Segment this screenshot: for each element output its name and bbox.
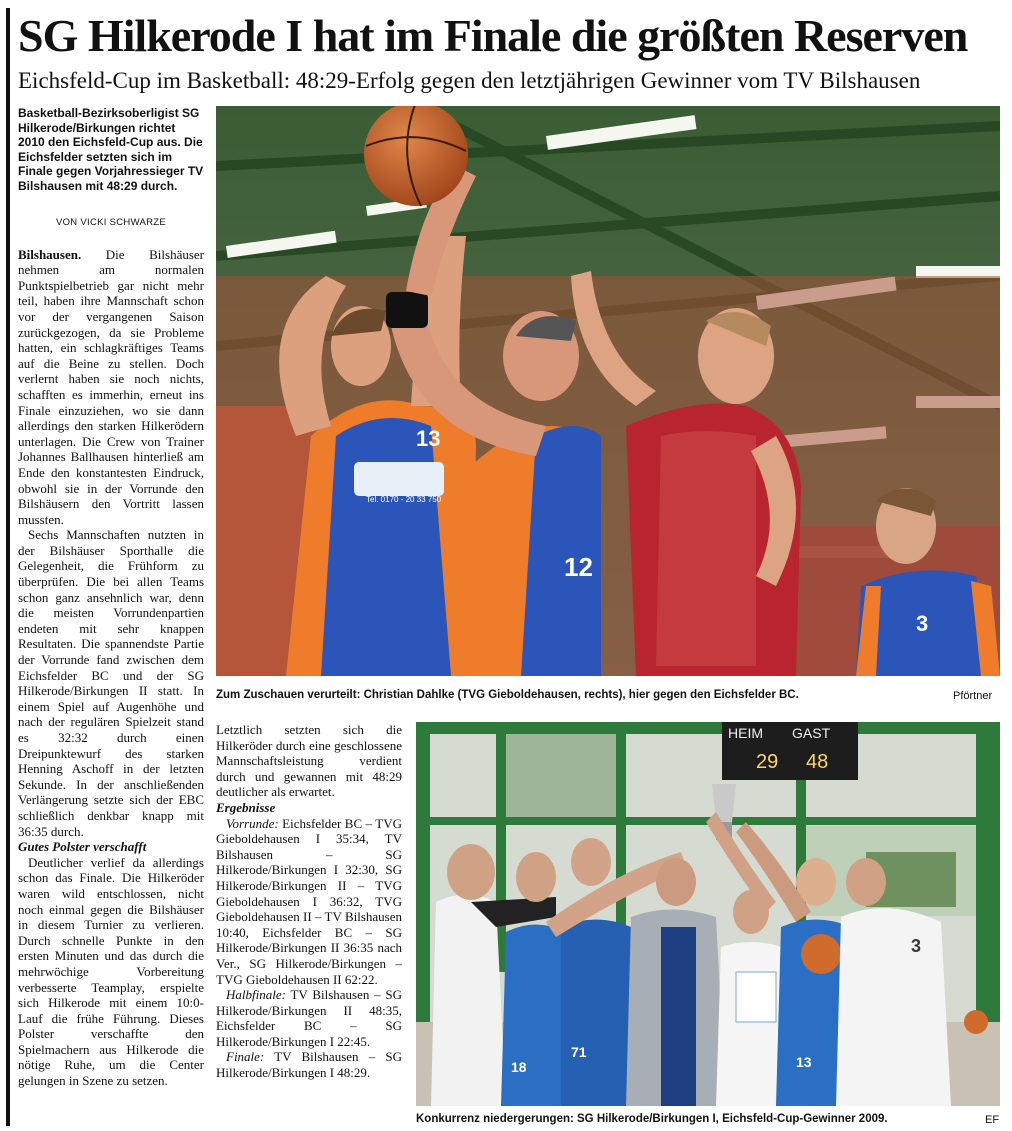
headline: SG Hilkerode I hat im Finale die größten Reserven: [18, 10, 968, 61]
results-preliminary: Vorrunde: Eichsfelder BC – TVG Gieboldehausen I 35:34, TV Bilshausen – SG Hilkerode/Birkungen I 32:30, SG Hilkerode/Birkungen II – TVG Gieboldehausen I 36:32, TVG Gieboldehausen II – TV Bilshausen 10:40, Eichsfelder BC – SG Hilkerode/Birkungen II 36:35 nach Ver., SG Hilkerode/Birkungen – TVG Gieboldehausen II 62:22.: [216, 815, 402, 987]
paragraph-4: Letztlich setzten sich die Hilkeröder durch eine geschlossene Mannschaftsleistung verdient durch und gewannen mit 48:29 deutlicher als erwartet.: [216, 722, 402, 800]
photo2-credit: EF: [985, 1114, 1000, 1126]
photo1-caption: Zum Zuschauen verurteilt: Christian Dahlke (TVG Gieboldehausen, rechts), hier gegen den Eichsfelder BC.: [216, 689, 799, 701]
sponsor-text: Tel. 0170 - 20 33 750: [366, 495, 442, 504]
photo2-caption: Konkurrenz niedergerungen: SG Hilkerode/Birkungen I, Eichsfeld-Cup-Gewinner 2009.: [416, 1113, 888, 1125]
article-lead: Basketball-Bezirksoberligist SG Hilkerode/Birkungen richtet 2010 den Eichsfeld-Cup aus. Die Eichsfelder setzten sich im Finale gegen Vorjahressieger TV Bilshausen mit 48:29 durch.: [18, 106, 204, 193]
results-final: Finale: TV Bilshausen – SG Hilkerode/Birkungen I 48:29.: [216, 1049, 402, 1081]
paragraph-2: Sechs Mannschaften nutzten in der Bilshäuser Sporthalle die Gelegenheit, die Frühform zu überprüfen. Die bei allen Teams schon ganz ansehnlich war, denn die meisten Vorrundenpartien endeten mit sehr knappen Resultaten. Die spannendste Partie der Vorrunde fand zwischen dem Eichsfelder BC und der SG Hilkerode/Birkungen II statt. In einem Spiel auf Augenhöhe und nach der regulären Spielzeit stand es 32:32 durch einen Dreipunktewurf des starken Henning Aschoff in der letzten Sekunde. In der anschließenden Verlängerung setzte sich der EBC schließlich denkbar knapp mit 36:35 durch.: [18, 527, 204, 839]
paragraph-1: Bilshausen. Die Bilshäuser nehmen am normalen Punktspielbetrieb gar nicht mehr teil, haben ihre Mannschaft schon vor der vergangenen Saison zurückgezogen, da sie Probleme hatten, ein schlagkräftiges Teams auf die Beine zu stellen. Doch verlernt haben sie noch nichts, schafften es immerhin, erneut ins Finale einzuziehen, wo sie dann allerdings den starken Hilkerödern unterlagen. Die Crew von Trainer Johannes Ballhausen hinterließ am Ende den konstantesten Eindruck, obwohl sie in der Vorrunde den Bilshäusern den Vortritt lassen mussten.: [18, 246, 204, 527]
team-jersey-3: 3: [911, 936, 922, 956]
column-1: [18, 106, 204, 1089]
photo-team-celebration: [416, 722, 1000, 1106]
photo1-credit: Pförtner: [953, 690, 993, 702]
team-photo-illustration: [416, 722, 1000, 1106]
dateline: Bilshausen.: [18, 246, 82, 262]
team-jersey-18: 18: [511, 1059, 527, 1075]
paragraph-3: Deutlicher verlief da allerdings schon das Finale. Die Hilkeröder waren wild entschlossen, nicht noch einmal gegen die Bilshäuser in diesem Turnier zu verlieren. Durch schnelle Punkte in den ersten Minuten und das durch die mehrwöchige Vorbereitung verbesserte Teamplay, erspielte sich Hilkerode mit einem 10:0-Lauf die frühe Führung. Dieses Polster verschaffte den Spielmachern aus Hilkerode die nötige Ruhe, um die Center gelungen in Szene zu setzen.: [18, 854, 204, 1089]
team-jersey-13: 13: [796, 1054, 812, 1070]
jersey-number-middle: 12: [564, 552, 593, 582]
section-heading: Gutes Polster verschafft: [18, 839, 147, 855]
jersey-number-left: 13: [416, 426, 441, 451]
team-jersey-71: 71: [571, 1044, 587, 1060]
scoreboard-guest-score: 48: [806, 751, 829, 773]
scoreboard-home-label: HEIM: [728, 725, 763, 741]
scoreboard-home-score: 29: [756, 751, 779, 773]
results-semifinal: Halbfinale: TV Bilshausen – SG Hilkerode/Birkungen II 48:35, Eichsfelder BC – SG Hilkerode/Birkungen I 22:45.: [216, 987, 402, 1049]
subheadline: Eichsfeld-Cup im Basketball: 48:29-Erfolg gegen den letztjährigen Gewinner vom TV Bilshausen: [18, 68, 921, 93]
photo-basketball-action: [216, 106, 1000, 676]
left-border-rule: [6, 8, 10, 1126]
column-2: [216, 722, 402, 1081]
scoreboard-guest-label: GAST: [792, 725, 831, 741]
jersey-number-right: 3: [916, 611, 929, 636]
results-heading: Ergebnisse: [216, 799, 276, 815]
byline: VON VICKI SCHWARZE: [55, 217, 167, 228]
action-photo-illustration: [216, 106, 1000, 676]
scoreboard: [722, 722, 858, 780]
